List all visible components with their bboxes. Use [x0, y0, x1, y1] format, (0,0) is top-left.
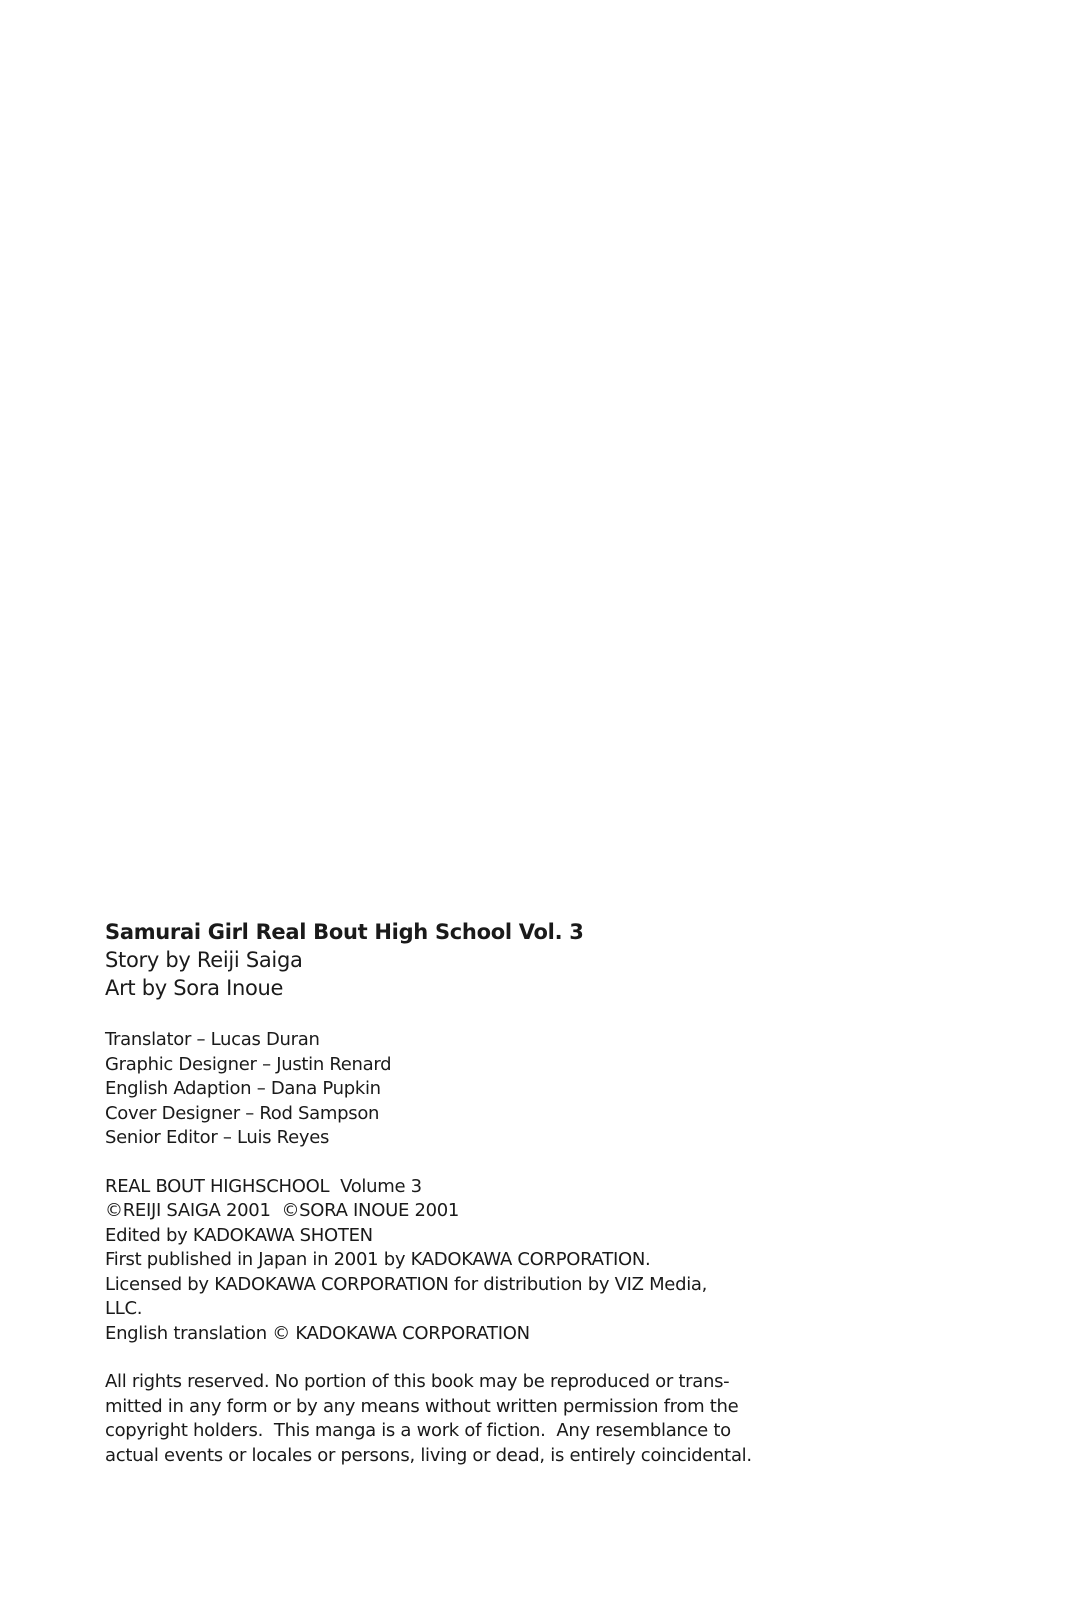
legal-line: Licensed by KADOKAWA CORPORATION for distribution by VIZ Media,: [105, 1273, 708, 1295]
book-title: Samurai Girl Real Bout High School Vol. 3: [105, 920, 584, 944]
rights-line: mitted in any form or by any means without written permission from the: [105, 1395, 739, 1417]
credits-page: [105, 918, 805, 1468]
legal-line: First published in Japan in 2001 by KADOKAWA CORPORATION.: [105, 1249, 651, 1270]
copyright-notice: [105, 1175, 805, 1347]
legal-line: Edited by KADOKAWA SHOTEN: [105, 1224, 373, 1246]
legal-line: ©REIJI SAIGA 2001 ©SORA INOUE 2001: [105, 1200, 460, 1221]
rights-line: All rights reserved. No portion of this book may be reproduced or trans-: [105, 1371, 730, 1392]
rights-line: actual events or locales or persons, living or dead, is entirely coincidental.: [105, 1444, 752, 1466]
title-block: [105, 918, 805, 1002]
legal-line: REAL BOUT HIGHSCHOOL Volume 3: [105, 1175, 422, 1197]
story-credit: Story by Reiji Saiga: [105, 948, 303, 972]
rights-line: copyright holders. This manga is a work of fiction. Any resemblance to: [105, 1420, 731, 1441]
staff-line: English Adaption – Dana Pupkin: [105, 1078, 381, 1099]
staff-line: Cover Designer – Rod Sampson: [105, 1102, 380, 1124]
rights-reserved-notice: [105, 1370, 805, 1468]
staff-line: Translator – Lucas Duran: [105, 1029, 320, 1050]
legal-line: LLC.: [105, 1298, 143, 1319]
staff-line: Senior Editor – Luis Reyes: [105, 1127, 330, 1148]
legal-line: English translation © KADOKAWA CORPORATION: [105, 1322, 530, 1344]
art-credit: Art by Sora Inoue: [105, 976, 284, 1000]
staff-credits: [105, 1028, 805, 1151]
staff-line: Graphic Designer – Justin Renard: [105, 1053, 392, 1075]
